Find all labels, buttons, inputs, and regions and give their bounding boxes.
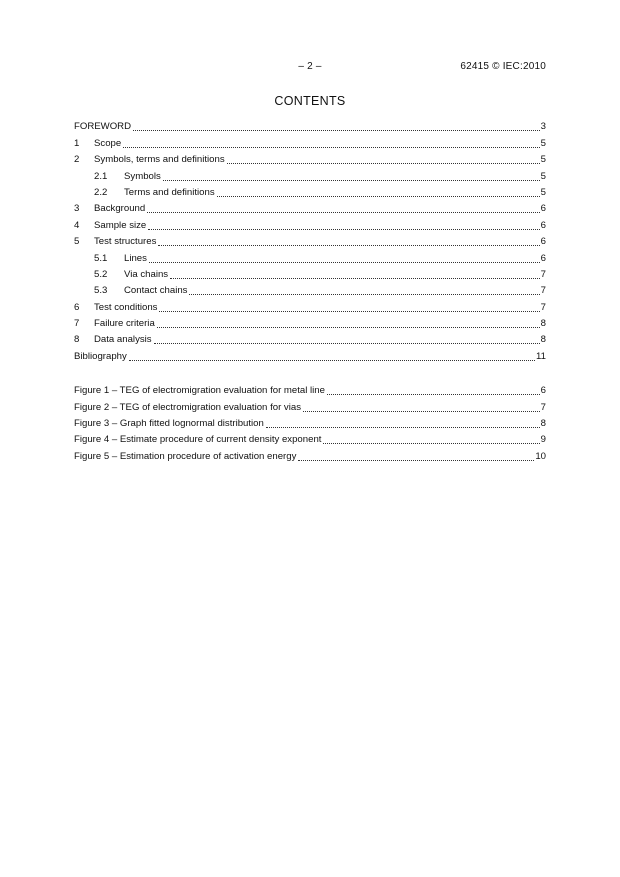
toc-entry[interactable] xyxy=(74,330,546,346)
toc-entry-title: Failure criteria xyxy=(94,318,155,330)
toc-entry-number: 6 xyxy=(74,301,80,313)
dot-leader xyxy=(133,129,540,131)
toc-entry-page: 8 xyxy=(540,318,546,330)
toc-entry-number: 2.1 xyxy=(94,170,108,182)
dot-leader xyxy=(149,261,540,263)
figure-entry[interactable] xyxy=(74,414,546,430)
toc-entry-title: Test conditions xyxy=(94,301,158,313)
toc-entry-page: 6 xyxy=(540,236,546,248)
toc-entry-page: 10 xyxy=(535,450,546,462)
toc-entry[interactable] xyxy=(74,314,546,330)
toc-entry-title: Test structures xyxy=(94,236,157,248)
toc-entry-page: 11 xyxy=(536,350,546,362)
toc-entry-title: Via chains xyxy=(124,268,169,280)
toc-entry-page: 9 xyxy=(540,434,546,446)
toc-entry-title: Terms and definitions xyxy=(124,186,215,198)
toc-entry-title: Symbols, terms and definitions xyxy=(94,154,225,166)
toc-entry-page: 7 xyxy=(540,268,546,280)
dot-leader xyxy=(303,410,540,412)
toc-entry[interactable] xyxy=(74,199,546,215)
table-of-contents xyxy=(74,117,546,463)
toc-entry[interactable] xyxy=(74,265,546,281)
dot-leader xyxy=(159,310,539,312)
toc-entry-title: Symbols xyxy=(124,170,161,182)
toc-entry-number: 5.3 xyxy=(94,285,108,297)
toc-entry[interactable] xyxy=(74,215,546,231)
toc-entry[interactable] xyxy=(74,117,546,133)
dot-leader xyxy=(154,342,540,344)
dot-leader xyxy=(129,359,535,361)
figure-entry-title: Figure 4 – Estimate procedure of current density exponent xyxy=(74,434,322,446)
toc-entry-page: 6 xyxy=(540,252,546,264)
toc-entry-number: 8 xyxy=(74,334,80,346)
figure-entry-title: Figure 1 – TEG of electromigration evaluation for metal line xyxy=(74,385,325,397)
toc-entry-page: 3 xyxy=(540,121,546,133)
toc-entry-number: 5.1 xyxy=(94,252,108,264)
toc-entry[interactable] xyxy=(74,183,546,199)
dot-leader xyxy=(266,426,540,428)
figure-entry[interactable] xyxy=(74,430,546,446)
toc-entry-number: 1 xyxy=(74,137,80,149)
toc-entry-title: Bibliography xyxy=(74,350,127,362)
toc-entry-number: 5 xyxy=(74,236,80,248)
toc-entry-title: Sample size xyxy=(94,219,147,231)
toc-entry-page: 6 xyxy=(540,203,546,215)
dot-leader xyxy=(157,326,540,328)
toc-entry-page: 7 xyxy=(540,301,546,313)
figure-entry[interactable] xyxy=(74,381,546,397)
toc-spacer xyxy=(74,363,546,381)
page-number: – 2 – xyxy=(298,61,322,72)
document-id: 62415 © IEC:2010 xyxy=(460,61,546,72)
figure-entry-title: Figure 5 – Estimation procedure of activation energy xyxy=(74,450,297,462)
toc-entry[interactable] xyxy=(74,166,546,182)
toc-entry[interactable] xyxy=(74,281,546,297)
toc-entry[interactable] xyxy=(74,150,546,166)
toc-entry-page: 6 xyxy=(540,219,546,231)
toc-entry-number: 2 xyxy=(74,154,80,166)
dot-leader xyxy=(298,459,534,461)
toc-entry-page: 8 xyxy=(540,418,546,430)
figure-entry-title: Figure 3 – Graph fitted lognormal distribution xyxy=(74,418,264,430)
toc-entry-number: 7 xyxy=(74,318,80,330)
toc-entry[interactable] xyxy=(74,297,546,313)
dot-leader xyxy=(323,442,539,444)
toc-entry-page: 5 xyxy=(540,186,546,198)
toc-entry[interactable] xyxy=(74,232,546,248)
contents-title: CONTENTS xyxy=(274,94,346,108)
toc-entry-page: 5 xyxy=(540,170,546,182)
dot-leader xyxy=(163,179,540,181)
toc-entry-title: Scope xyxy=(94,137,122,149)
toc-entry-number: 5.2 xyxy=(94,268,108,280)
dot-leader xyxy=(147,211,539,213)
figure-entry-title: Figure 2 – TEG of electromigration evaluation for vias xyxy=(74,401,301,413)
dot-leader xyxy=(227,162,540,164)
toc-entry-title: FOREWORD xyxy=(74,121,132,133)
toc-entry-number: 4 xyxy=(74,219,80,231)
dot-leader xyxy=(170,277,540,279)
toc-entry-page: 8 xyxy=(540,334,546,346)
toc-entry-page: 7 xyxy=(540,285,546,297)
figure-entry[interactable] xyxy=(74,397,546,413)
toc-entries xyxy=(74,117,546,363)
toc-entry-number: 3 xyxy=(74,203,80,215)
toc-entry-title: Contact chains xyxy=(124,285,188,297)
toc-entry-title: Data analysis xyxy=(94,334,152,346)
dot-leader xyxy=(148,228,539,230)
toc-entry-page: 7 xyxy=(540,401,546,413)
toc-entry[interactable] xyxy=(74,248,546,264)
figure-entry[interactable] xyxy=(74,446,546,462)
toc-entry-page: 5 xyxy=(540,154,546,166)
dot-leader xyxy=(217,195,540,197)
toc-entry-title: Background xyxy=(94,203,146,215)
dot-leader xyxy=(158,244,539,246)
toc-entry-title: Lines xyxy=(124,252,147,264)
dot-leader xyxy=(327,393,540,395)
toc-entry[interactable] xyxy=(74,346,546,362)
toc-entry-number: 2.2 xyxy=(94,186,108,198)
toc-entry-page: 6 xyxy=(540,385,546,397)
list-of-figures xyxy=(74,381,546,463)
toc-entry[interactable] xyxy=(74,133,546,149)
dot-leader xyxy=(123,146,539,148)
toc-entry-page: 5 xyxy=(540,137,546,149)
dot-leader xyxy=(189,293,539,295)
